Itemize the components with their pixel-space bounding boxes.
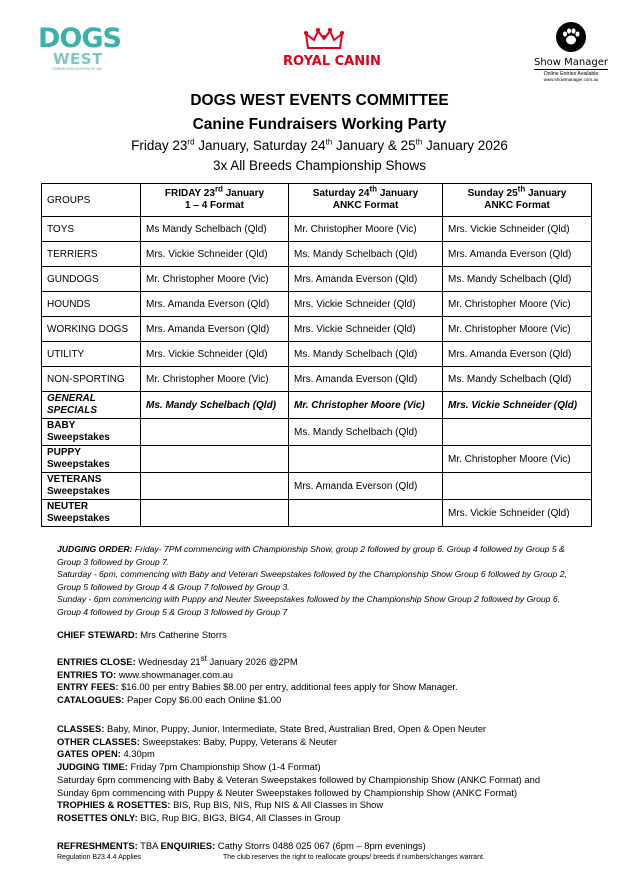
page-subtitle: Canine Fundraisers Working Party <box>192 116 447 133</box>
judge-cell: Mrs. Amanda Everson (Qld) <box>141 317 289 342</box>
judge-cell <box>289 446 443 473</box>
judge-cell: Ms. Mandy Schelbach (Qld) <box>443 267 592 292</box>
judge-cell: Mrs. Amanda Everson (Qld) <box>443 242 592 267</box>
group-cell: UTILITY <box>42 342 141 367</box>
group-cell: TERRIERS <box>42 242 141 267</box>
judge-cell: Mr. Christopher Moore (Vic) <box>141 367 289 392</box>
regulation-note: Regulation B23.4.4 Applies <box>57 854 142 861</box>
show-manager-sub2: www.showmanager.com.au <box>543 77 599 82</box>
show-manager-logo <box>526 22 616 82</box>
group-cell: TOYS <box>42 217 141 242</box>
group-cell: HOUNDS <box>42 292 141 317</box>
judge-cell: Mrs. Amanda Everson (Qld) <box>289 473 443 500</box>
saturday-header: Saturday 24th January ANKC Format <box>289 184 443 217</box>
sweepstakes-row <box>42 419 592 446</box>
chief-steward: CHIEF STEWARD: Mrs Catherine Storrs <box>57 629 227 640</box>
judging-order: JUDGING ORDER: Friday- 7PM commencing with Championship Show, group 2 followed by group 6. Group 4 followed by Group 5 & Group 3 followed by Group 7. Saturday - 6pm, commencing with Baby and Veteran Sweepstakes followed by the Championship Show Group 6 followed by Group 2, Group 5 followed by Group 4 & Group 7 followed by Group 3. Sunday - 6pm commencing with Puppy and Neuter Sweepstakes followed by the Championship Show Group 2 followed by Group 6, Group 4 followed by Group 5 & Group 3 followed by Group 7 <box>57 544 567 617</box>
dogs-west-logo-line1: DOGS <box>38 23 121 54</box>
group-cell: PUPPY Sweepstakes <box>42 446 141 473</box>
group-cell: NON-SPORTING <box>42 367 141 392</box>
table-row <box>42 217 592 242</box>
judge-cell: Ms. Mandy Schelbach (Qld) <box>289 342 443 367</box>
judge-cell: Ms. Mandy Schelbach (Qld) <box>443 367 592 392</box>
table-row <box>42 317 592 342</box>
judge-cell: Mrs. Amanda Everson (Qld) <box>289 267 443 292</box>
judge-cell: Mr. Christopher Moore (Vic) <box>443 317 592 342</box>
judge-cell: Mrs. Amanda Everson (Qld) <box>141 292 289 317</box>
classes-info: CLASSES: Baby, Minor, Puppy, Junior, Intermediate, State Bred, Australian Bred, Open & Open Neuter OTHER CLASSES: Sweepstakes: Baby, Puppy, Veterans & Neuter GATES OPEN: 4.30pm JUDGING TIME: Friday 7pm Championship Show (1-4 Format) Saturday 6pm commencing with Baby & Veteran Sweepstakes followed by Championship Show (ANKC Format) and Sunday 6pm commencing with Puppy & Neuter Sweepstakes followed by Championship Show (ANKC Format) TROPHIES & ROSETTES: BIS, Rup BIS, NIS, Rup NIS & All Classes in Show ROSETTES ONLY: BIG, Rup BIG, BIG3, BIG4, All Classes in Group <box>57 723 541 823</box>
judge-cell: Ms. Mandy Schelbach (Qld) <box>289 419 443 446</box>
judge-cell <box>141 500 289 527</box>
group-cell: GENERAL SPECIALS <box>42 392 141 419</box>
judge-cell <box>141 446 289 473</box>
judge-cell: Mrs. Vickie Schneider (Qld) <box>443 217 592 242</box>
groups-header: GROUPS <box>42 184 141 217</box>
show-dates: Friday 23rd January, Saturday 24th January & 25th January 2026 <box>131 137 508 153</box>
sunday-header: Sunday 25th January ANKC Format <box>443 184 592 217</box>
group-cell: BABY Sweepstakes <box>42 419 141 446</box>
judge-cell: Ms. Mandy Schelbach (Qld) <box>141 392 289 419</box>
table-row <box>42 342 592 367</box>
judge-cell: Mr. Christopher Moore (Vic) <box>289 217 443 242</box>
table-header-row <box>42 184 592 217</box>
judge-cell: Ms Mandy Schelbach (Qld) <box>141 217 289 242</box>
table-row <box>42 267 592 292</box>
refreshments-enquiries: REFRESHMENTS: TBA ENQUIRIES: Cathy Storrs 0488 025 067 (6pm – 8pm evenings) <box>57 840 426 851</box>
entries-info: ENTRIES CLOSE: Wednesday 21st January 2026 @2PM ENTRIES TO: www.showmanager.com.au ENTRY FEES: $16.00 per entry Babies $8.00 per entry, additional fees apply for Show Manager. CATALOGUES: Paper Copy $6.00 each Online $1.00 <box>57 653 458 706</box>
judge-cell: Mrs. Amanda Everson (Qld) <box>289 367 443 392</box>
table-row <box>42 367 592 392</box>
show-manager-sub1: Online Entries Available <box>543 71 599 77</box>
judge-cell: Mr. Christopher Moore (Vic) <box>443 446 592 473</box>
show-type: 3x All Breeds Championship Shows <box>212 158 427 173</box>
group-cell: NEUTER Sweepstakes <box>42 500 141 527</box>
page-title: DOGS WEST EVENTS COMMITTEE <box>190 92 449 109</box>
judge-cell: Mrs. Vickie Schneider (Qld) <box>443 392 592 419</box>
judge-cell: Mrs. Vickie Schneider (Qld) <box>443 500 592 527</box>
reallocate-note: The club reserves the right to reallocate groups/ breeds if numbers/changes warrant. <box>223 854 485 861</box>
table-row <box>42 292 592 317</box>
dogs-west-logo-line2: WEST <box>53 50 103 68</box>
judge-cell <box>141 473 289 500</box>
group-cell: WORKING DOGS <box>42 317 141 342</box>
judge-cell: Mrs. Vickie Schneider (Qld) <box>289 317 443 342</box>
judge-cell <box>141 419 289 446</box>
group-cell: GUNDOGS <box>42 267 141 292</box>
sweepstakes-row <box>42 500 592 527</box>
judge-cell <box>443 473 592 500</box>
judge-cell: Ms. Mandy Schelbach (Qld) <box>289 242 443 267</box>
dogs-west-logo <box>38 23 121 72</box>
group-cell: VETERANS Sweepstakes <box>42 473 141 500</box>
judge-cell: Mrs. Vickie Schneider (Qld) <box>289 292 443 317</box>
sweepstakes-row <box>42 446 592 473</box>
judge-cell <box>289 500 443 527</box>
judge-cell: Mrs. Amanda Everson (Qld) <box>443 342 592 367</box>
friday-header: FRIDAY 23rd January 1 – 4 Format <box>141 184 289 217</box>
judges-table <box>41 183 592 527</box>
royal-canin-logo <box>283 28 381 69</box>
judge-cell: Mr. Christopher Moore (Vic) <box>289 392 443 419</box>
judge-cell: Mrs. Vickie Schneider (Qld) <box>141 242 289 267</box>
divider <box>534 69 608 70</box>
judge-cell: Mrs. Vickie Schneider (Qld) <box>141 342 289 367</box>
judge-cell: Mr. Christopher Moore (Vic) <box>443 292 592 317</box>
dogs-west-logo-sub: CANINE ASSOCIATION OF WA <box>52 67 102 71</box>
crown-icon <box>304 28 344 52</box>
specials-row <box>42 392 592 419</box>
royal-canin-text: ROYAL CANIN <box>283 54 381 69</box>
table-row <box>42 242 592 267</box>
show-manager-title: Show Manager <box>534 57 608 68</box>
sweepstakes-row <box>42 473 592 500</box>
paw-icon <box>556 22 586 52</box>
judge-cell <box>443 419 592 446</box>
judge-cell: Mr. Christopher Moore (Vic) <box>141 267 289 292</box>
